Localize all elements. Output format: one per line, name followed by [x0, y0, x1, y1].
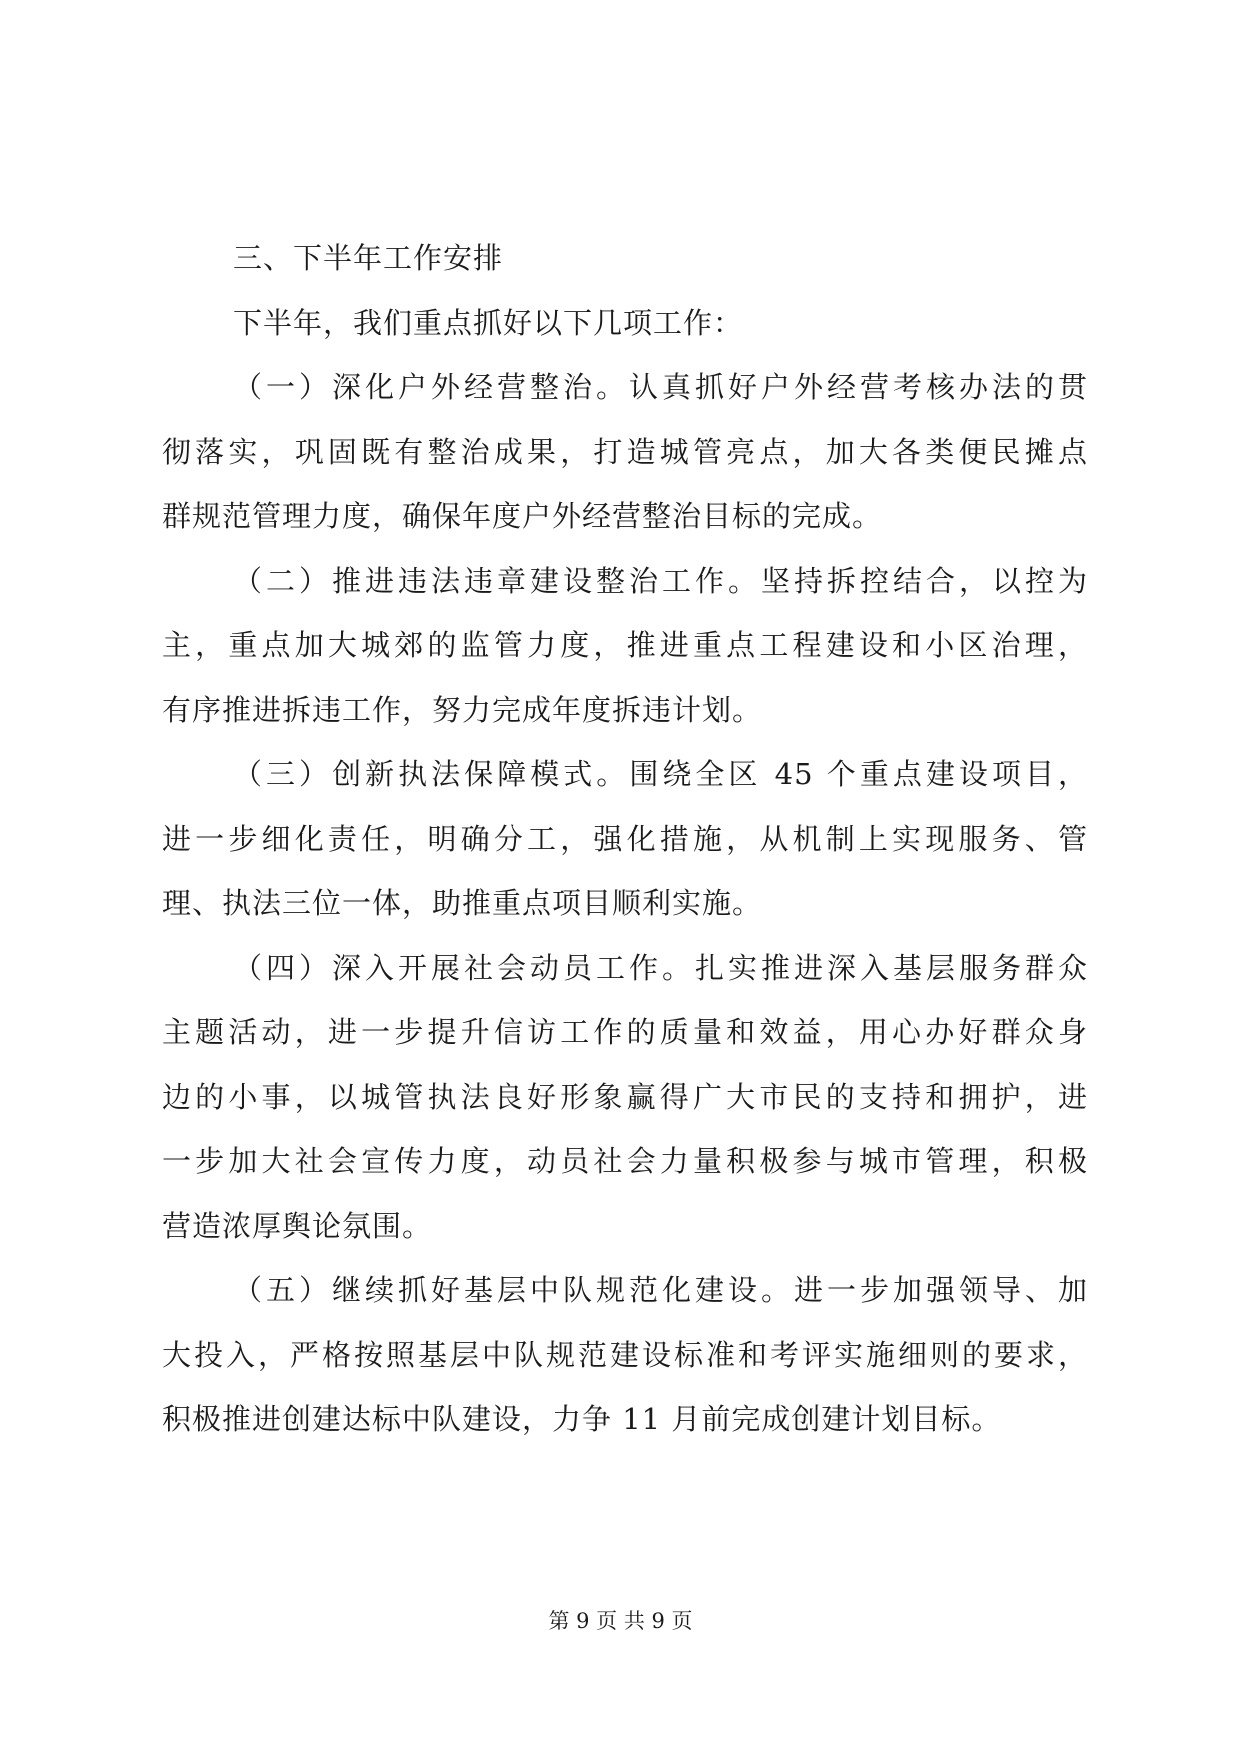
paragraph-5-line-3: 积极推进创建达标中队建设，力争 11 月前完成创建计划目标。 — [162, 1402, 1002, 1436]
paragraph-4-line-4: 一步加大社会宣传力度，动员社会力量积极参与城市管理，积极 — [162, 1144, 1088, 1178]
intro-line: 下半年，我们重点抓好以下几项工作： — [233, 305, 744, 340]
paragraph-4-line-3: 边的小事，以城管执法良好形象赢得广大市民的支持和拥护，进 — [162, 1079, 1088, 1114]
paragraph-2-line-1: （二）推进违法违章建设整治工作。坚持拆控结合，以控为 — [233, 563, 1088, 598]
section-heading: 三、下半年工作安排 — [233, 241, 504, 275]
paragraph-3-line-3: 理、执法三位一体，助推重点项目顺利实施。 — [162, 886, 763, 920]
paragraph-4-line-1: （四）深入开展社会动员工作。扎实推进深入基层服务群众 — [233, 950, 1088, 985]
paragraph-1-line-1: （一）深化户外经营整治。认真抓好户外经营考核办法的贯 — [233, 370, 1088, 404]
paragraph-3-line-2: 进一步细化责任，明确分工，强化措施，从机制上实现服务、管 — [162, 821, 1088, 856]
paragraph-4-line-5: 营造浓厚舆论氛围。 — [162, 1208, 433, 1243]
paragraph-5-line-2: 大投入，严格按照基层中队规范建设标准和考评实施细则的要求， — [162, 1337, 1088, 1372]
paragraph-1-line-2: 彻落实，巩固既有整治成果，打造城管亮点，加大各类便民摊点 — [162, 434, 1088, 469]
paragraph-3-line-1: （三）创新执法保障模式。围绕全区 45 个重点建设项目， — [233, 757, 1088, 791]
document-body — [162, 226, 1088, 1452]
paragraph-2-line-3: 有序推进拆违工作，努力完成年度拆违计划。 — [162, 692, 763, 727]
paragraph-5-line-1: （五）继续抓好基层中队规范化建设。进一步加强领导、加 — [233, 1273, 1088, 1307]
paragraph-1-line-3: 群规范管理力度，确保年度户外经营整治目标的完成。 — [162, 499, 883, 533]
paragraph-2-line-2: 主，重点加大城郊的监管力度，推进重点工程建设和小区治理， — [162, 628, 1088, 662]
page-number-footer: 第 9 页 共 9 页 — [548, 1609, 693, 1633]
paragraph-4-line-2: 主题活动，进一步提升信访工作的质量和效益，用心办好群众身 — [162, 1015, 1088, 1049]
